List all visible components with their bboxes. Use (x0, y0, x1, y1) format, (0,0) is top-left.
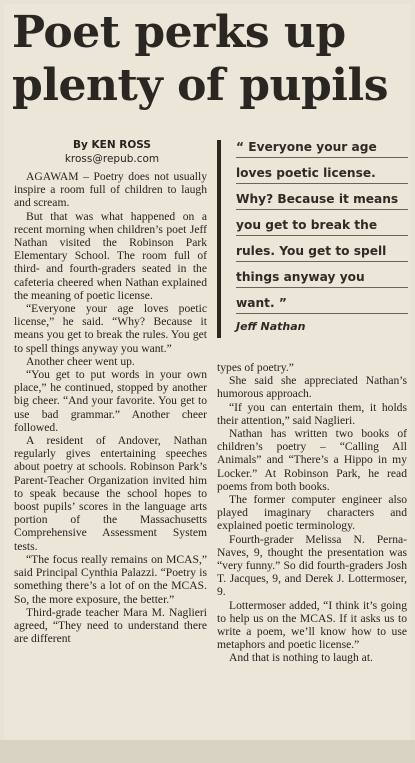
paragraph: A resident of Andover, Nathan regularly gives entertaining speeches about poetry at schools. Robinson Park’s Parent-Teacher Organization invited him to speak because the school hopes to boost pupils’ scores in the language arts portion of the Massachusetts Comprehensive Assessment System tests. (14, 434, 207, 553)
pullquote-line: “ Everyone your age (236, 138, 408, 158)
paragraph: “If you can entertain them, it holds their attention,” said Naglieri. (217, 400, 407, 427)
article-column-2 (217, 361, 407, 665)
paragraph: Fourth-grader Melissa N. Perna-Naves, 9, thought the presentation was “very funny.” So did fourth-graders Josh T. Jacques, 9, and Derek J. Lottermoser, 9. (217, 532, 407, 599)
paragraph: The former computer engineer also played imaginary characters and explained poetic terminology. (217, 493, 407, 533)
pullquote-line: loves poetic license. (236, 164, 408, 184)
paragraph: types of poetry.” (217, 361, 294, 374)
page-edge (0, 740, 415, 763)
paragraph: “You get to put words in your own place,” he continued, stopped by another big cheer. “And your favorite. You get to use bad grammar.” Another cheer followed. (14, 368, 207, 434)
pullquote (236, 138, 408, 333)
byline-email: kross@repub.com (64, 153, 160, 165)
paragraph: “The focus really remains on MCAS,” said Principal Cynthia Palazzi. “Poetry is something there’s a lot of on the MCAS. So, the more exposure, the better.” (14, 552, 207, 606)
pullquote-line: rules. You get to spell (236, 242, 408, 262)
paragraph: She said she appreciated Nathan’s humorous approach. (217, 374, 407, 401)
pullquote-line: Why? Because it means (236, 190, 408, 210)
paragraph: Third-grade teacher Mara M. Naglieri agreed, “They need to understand there are different (14, 605, 207, 646)
pullquote-rule (217, 140, 221, 338)
pullquote-line: want. ” (236, 294, 408, 314)
article-column-1 (14, 170, 207, 645)
paragraph: Nathan has written two books of children’s poetry – “Calling All Animals” and “There’s a Hippo in my Locker.” At Robinson Park, he read poems from both books. (217, 427, 407, 493)
byline (18, 138, 206, 166)
byline-author: By KEN ROSS (73, 139, 151, 151)
paragraph: Another cheer went up. (26, 354, 135, 368)
pullquote-attribution: Jeff Nathan (236, 320, 306, 333)
pullquote-line: things anyway you (236, 268, 408, 288)
paragraph: But that was what happened on a recent morning when children’s poet Jeff Nathan visited the Robinson Park Elementary School. The room full of third- and fourth-graders seated in the cafeteria cheered when Nathan explained the meaning of poetic license. (14, 209, 207, 302)
paragraph: AGAWAM – Poetry does not usually inspire a room full of children to laugh and scream. (14, 170, 207, 210)
headline: Poet perks up plenty of pupils (12, 7, 388, 111)
paragraph: And that is nothing to laugh at. (229, 651, 373, 665)
pullquote-line: you get to break the (236, 216, 408, 236)
paragraph: “Everyone your age loves poetic license,” he said. “Why? Because it means you get to break the rules. You get to spell things anyway you want.” (14, 302, 207, 355)
paragraph: Lottermoser added, “I think it’s going to help us on the MCAS. If it asks us to write a poem, we’ll know how to use metaphors and poetic license.” (217, 598, 407, 652)
newspaper-clipping (4, 4, 411, 753)
